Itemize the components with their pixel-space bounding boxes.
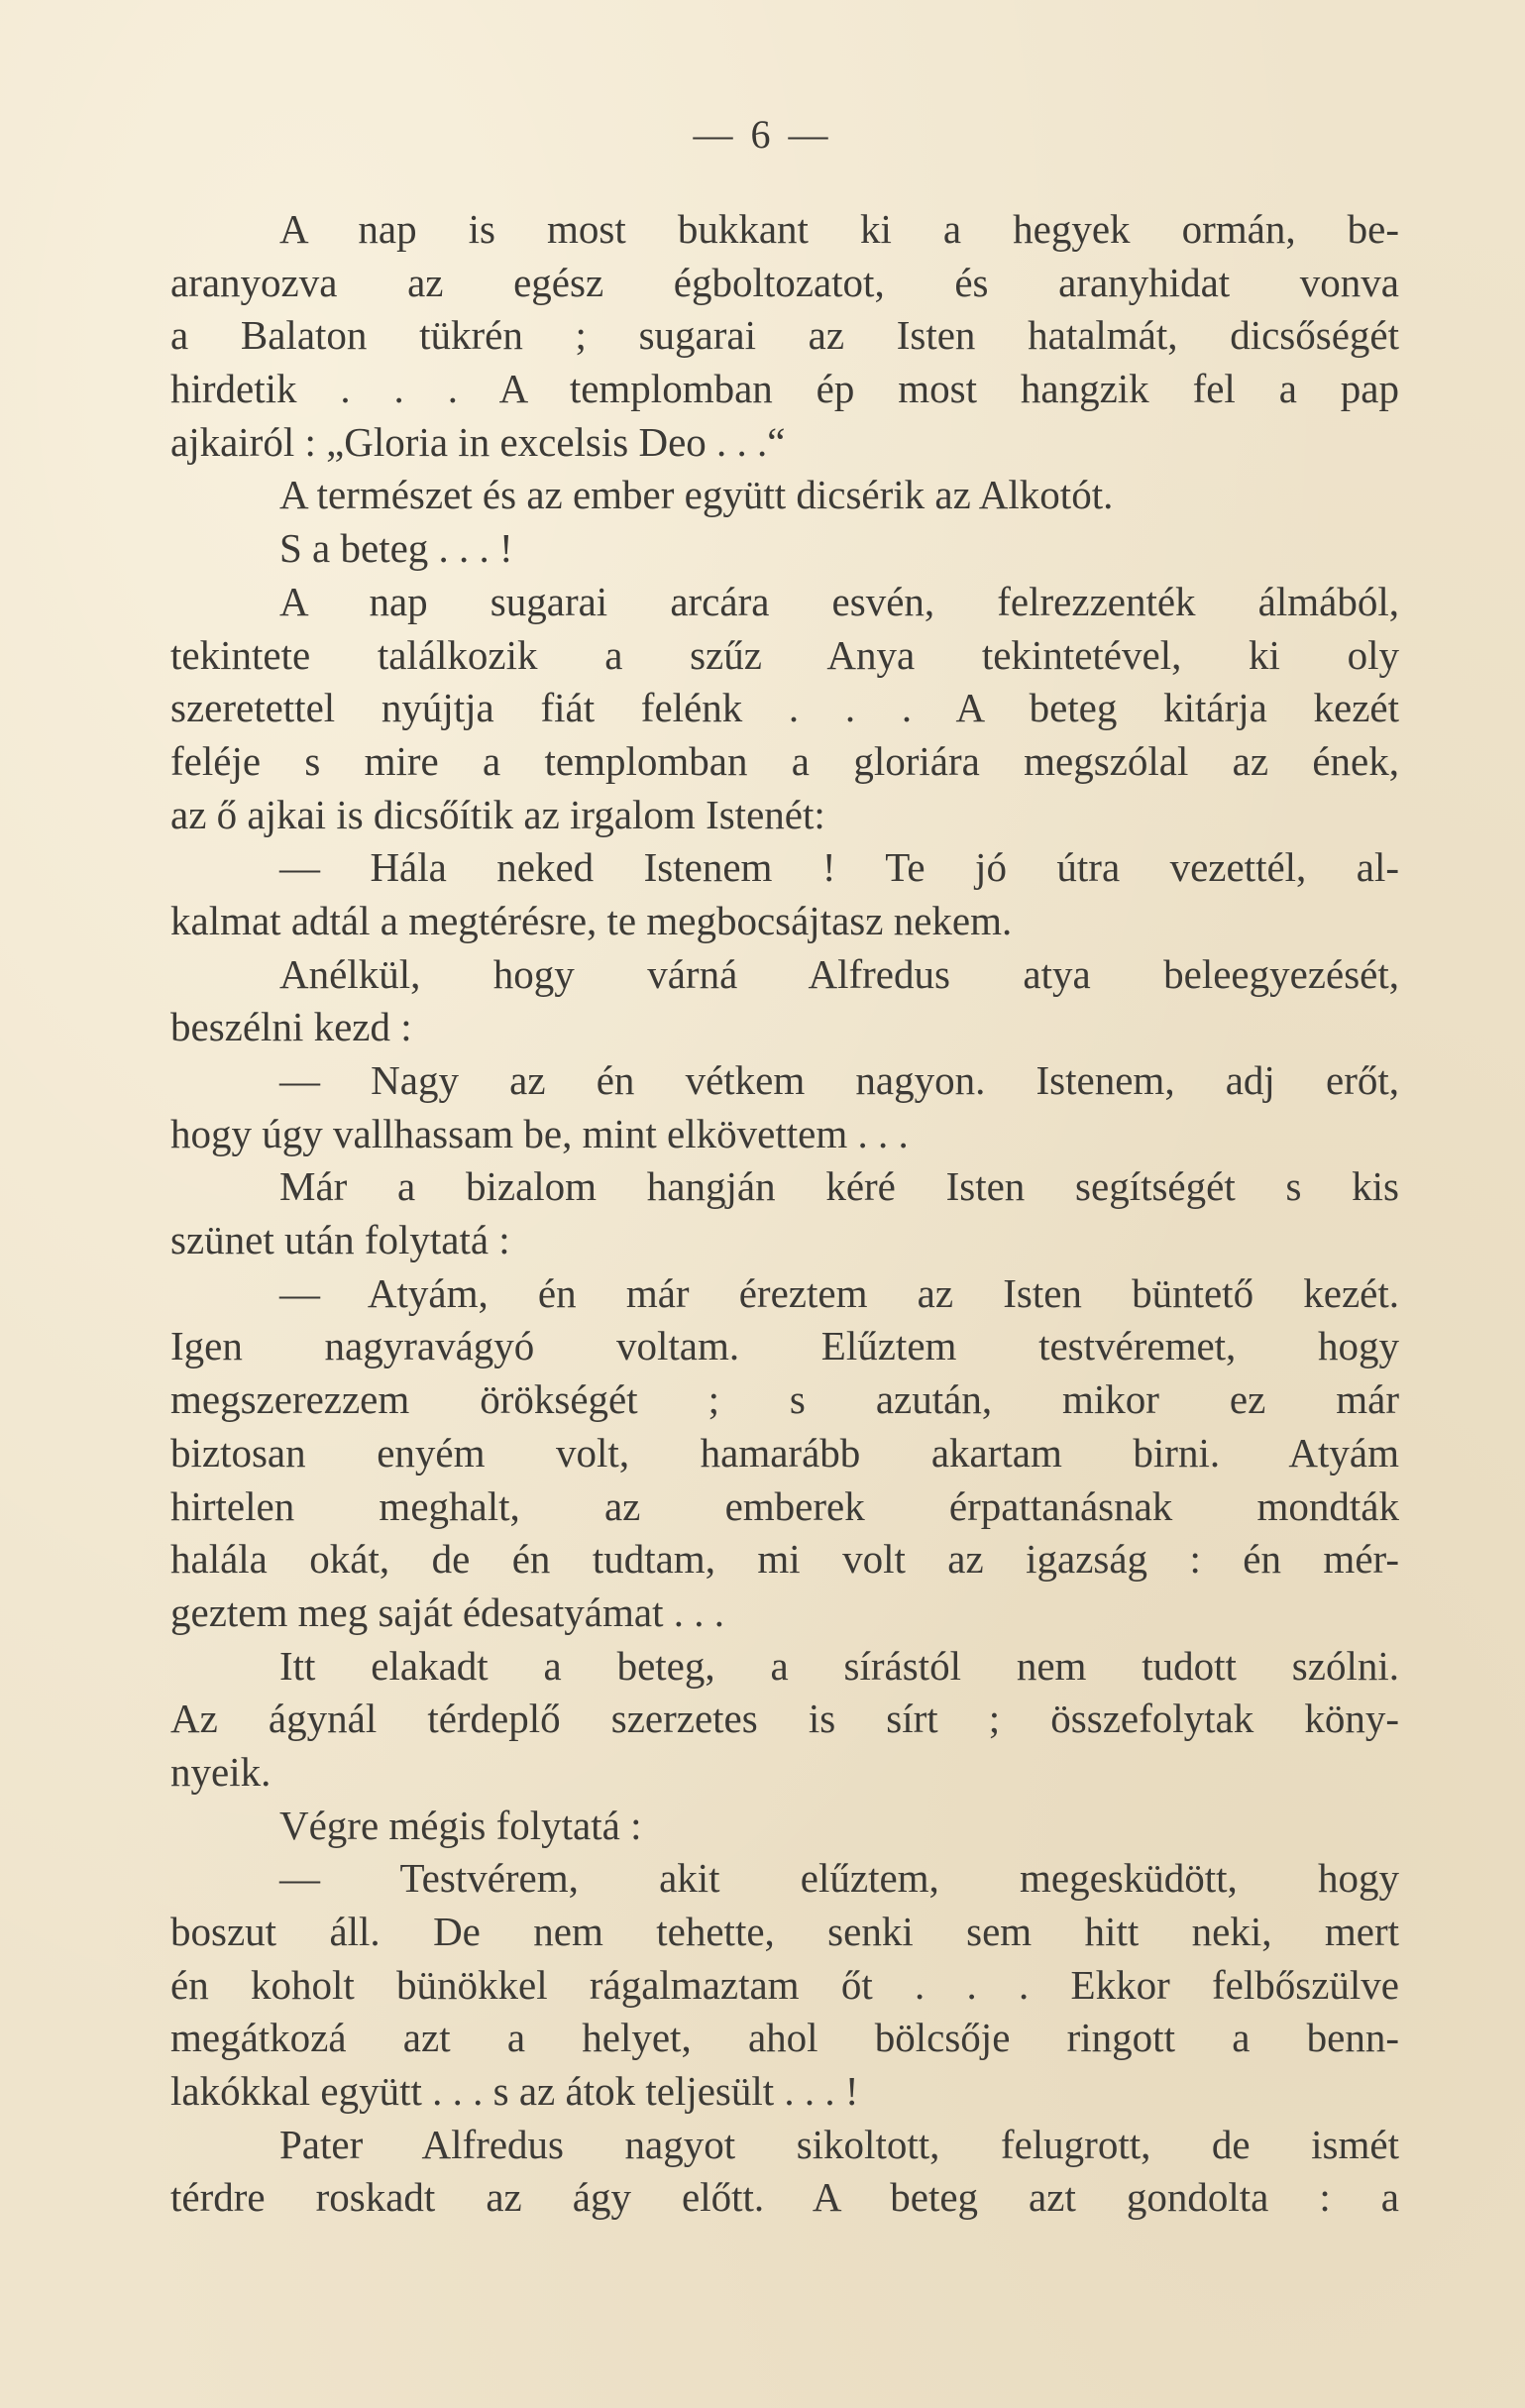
text-line: hogy úgy vallhassam be, mint elkövettem . . . (170, 1110, 909, 1156)
text-line: geztem meg saját édesatyámat . . . (170, 1588, 724, 1635)
text-line: biztosan enyém volt, hamarább akartam birni. Atyám (170, 1429, 1399, 1476)
text-line: térdre roskadt az ágy előtt. A beteg azt gondolta : a (170, 2174, 1399, 2221)
text-line: az ő ajkai is dicsőítik az irgalom Istenét: (170, 791, 825, 837)
text-line: A nap is most bukkant ki a hegyek ormán, be- (279, 206, 1399, 252)
text-line: kalmat adtál a megtérésre, te megbocsájtasz nekem. (170, 897, 1013, 943)
text-line: A nap sugarai arcára esvén, felrezzenték álmából, (279, 578, 1399, 624)
text-line: tekintete találkozik a szűz Anya tekintetével, ki oly (170, 631, 1399, 678)
text-line: boszut áll. De nem tehette, senki sem hitt neki, mert (170, 1909, 1399, 1954)
page-number: — 6 — (693, 112, 832, 157)
text-line: Igen nagyravágyó voltam. Elűztem testvéremet, hogy (170, 1323, 1399, 1369)
text-line: szünet után folytatá : (170, 1217, 510, 1263)
text-line: ajkairól : „Gloria in excelsis Deo . . .“ (170, 418, 786, 465)
text-line: szeretettel nyújtja fiát felénk . . . A beteg kitárja kezét (170, 685, 1399, 731)
text-line: lakókkal együtt . . . s az átok teljesült . . . ! (170, 2068, 859, 2115)
text-line: hirtelen meghalt, az emberek érpattanásnak mondták (170, 1482, 1399, 1529)
text-line: — Testvérem, akit elűztem, megesküdött, hogy (279, 1855, 1399, 1902)
text-line: Anélkül, hogy várná Alfredus atya beleegyezését, (279, 950, 1399, 997)
body-text (170, 203, 1399, 2225)
text-line: Már a bizalom hangján kéré Isten segítségét s kis (279, 1163, 1399, 1210)
text-line: — Nagy az én vétkem nagyon. Istenem, adj erőt, (279, 1057, 1399, 1103)
text-line: Itt elakadt a beteg, a sírástól nem tudott szólni. (279, 1642, 1399, 1689)
text-line: feléje s mire a templomban a gloriára megszólal az ének, (170, 737, 1399, 784)
text-line: S a beteg . . . ! (279, 525, 513, 572)
text-line: nyeik. (170, 1748, 272, 1795)
text-line: aranyozva az egész égboltozatot, és aranyhidat vonva (170, 259, 1399, 305)
text-line: megátkozá azt a helyet, ahol bölcsője ringott a benn- (170, 2015, 1399, 2061)
text-line: beszélni kezd : (170, 1004, 412, 1050)
text-line: — Hála neked Istenem ! Te jó útra vezettél, al- (279, 844, 1399, 891)
text-line: én koholt bünökkel rágalmaztam őt . . . Ekkor felbőszülve (170, 1961, 1399, 2008)
text-line: a Balaton tükrén ; sugarai az Isten hatalmát, dicsőségét (170, 312, 1399, 359)
text-line: hirdetik . . . A templomban ép most hangzik fel a pap (170, 366, 1399, 412)
text-line: megszerezzem örökségét ; s azután, mikor ez már (170, 1376, 1399, 1423)
text-line: A természet és az ember együtt dicsérik az Alkotót. (279, 472, 1114, 518)
text-line: Az ágynál térdeplő szerzetes is sírt ; összefolytak köny- (170, 1696, 1399, 1742)
text-line: — Atyám, én már éreztem az Isten büntető kezét. (279, 1269, 1399, 1316)
text-line: Végre mégis folytatá : (279, 1802, 642, 1848)
text-line: Pater Alfredus nagyot sikoltott, felugrott, de ismét (279, 2121, 1399, 2167)
text-line: halála okát, de én tudtam, mi volt az igazság : én mér- (170, 1536, 1399, 1583)
